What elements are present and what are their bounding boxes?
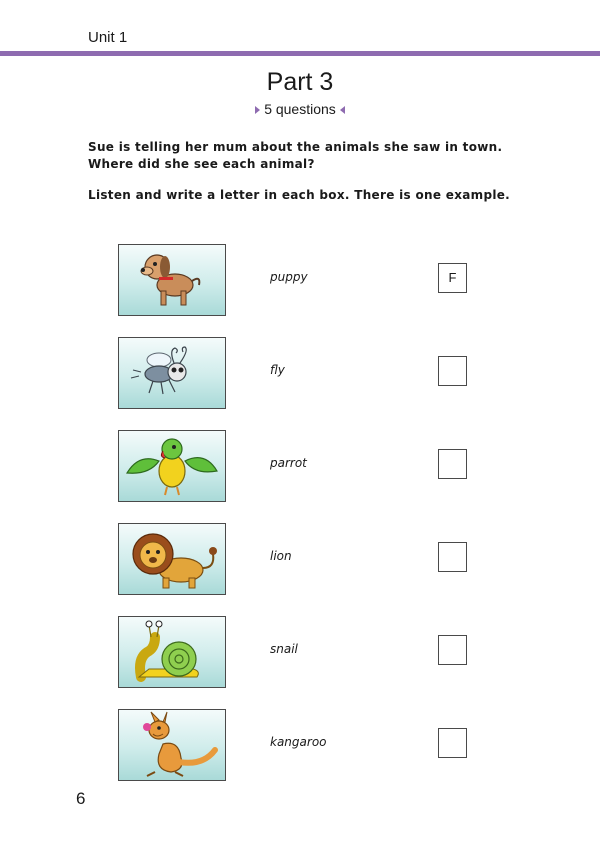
part-title: Part 3 <box>266 68 334 96</box>
unit-label: Unit 1 <box>88 29 128 46</box>
answer-box[interactable]: F <box>438 263 467 293</box>
list-item <box>0 244 600 316</box>
header-rule <box>0 51 600 56</box>
fly-icon <box>118 337 226 409</box>
list-item <box>0 709 600 781</box>
animal-name: parrot <box>270 456 307 470</box>
instruction-task: Listen and write a letter in each box. There is one example. <box>88 188 511 202</box>
animal-name: fly <box>270 363 285 377</box>
snail-icon <box>118 616 226 688</box>
arrow-left-icon <box>340 106 345 114</box>
instruction-context: Sue is telling her mum about the animals she saw in town. Where did she see each animal? <box>88 140 503 171</box>
list-item <box>0 523 600 595</box>
animal-name: lion <box>270 549 292 563</box>
animal-name: kangaroo <box>270 735 327 749</box>
dog-icon <box>118 244 226 316</box>
parrot-icon <box>118 430 226 502</box>
answer-box[interactable] <box>438 635 467 665</box>
question-count-text: 5 questions <box>264 101 336 117</box>
answer-box[interactable] <box>438 728 467 758</box>
animal-name: puppy <box>270 270 308 284</box>
list-item <box>0 337 600 409</box>
arrow-right-icon <box>255 106 260 114</box>
answer-box[interactable] <box>438 356 467 386</box>
answer-box[interactable] <box>438 542 467 572</box>
animal-name: snail <box>270 642 298 656</box>
answer-box[interactable] <box>438 449 467 479</box>
list-item <box>0 616 600 688</box>
kangaroo-icon <box>118 709 226 781</box>
page-number: 6 <box>76 789 86 808</box>
lion-icon <box>118 523 226 595</box>
question-count <box>0 101 600 117</box>
list-item <box>0 430 600 502</box>
